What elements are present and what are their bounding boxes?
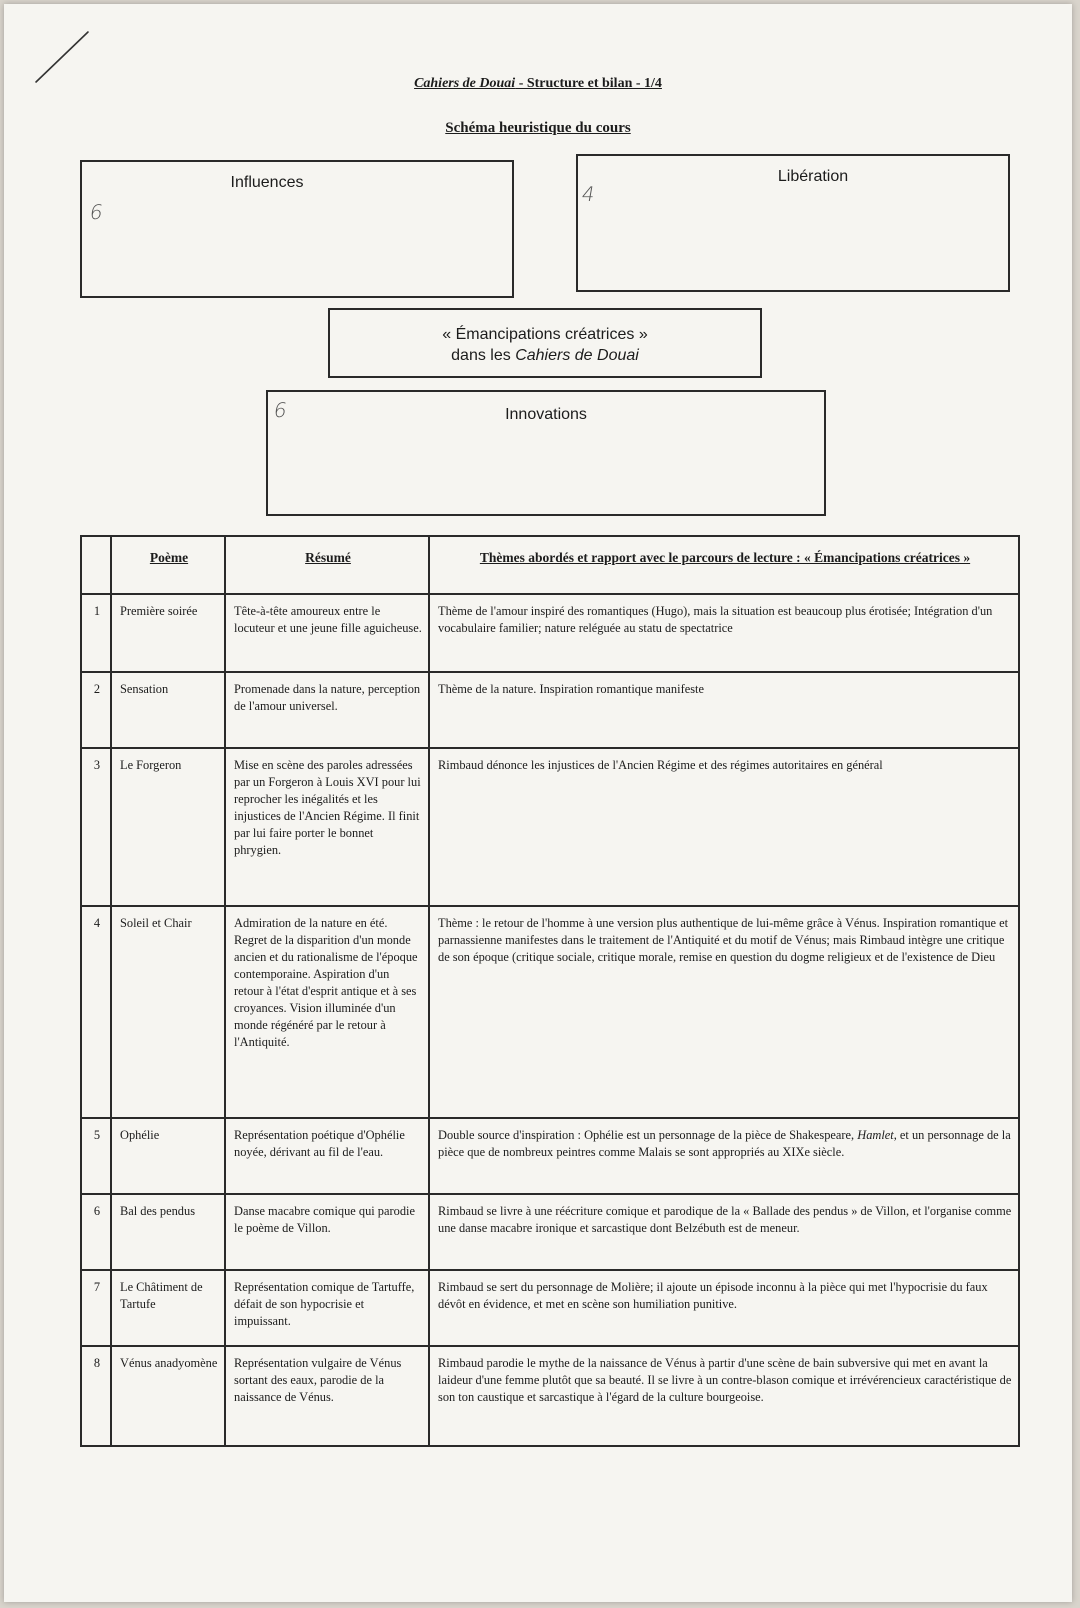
liberation-handwritten-note: 4 <box>579 182 597 206</box>
row-poem: Le Châtiment de Tartufe <box>111 1270 225 1346</box>
row-themes: Rimbaud parodie le mythe de la naissance de Vénus à partir d'une scène de bain subversive qui met en avant la laideur d'une femme plutôt que sa beauté. Il se livre à un contre-blason comique et irrévérencieux caractéristique de son ton caustique et sarcastique à l'égard de la culture bourgeoise. <box>429 1346 1019 1446</box>
liberation-box <box>576 154 1010 292</box>
document-page <box>4 4 1072 1602</box>
row-number: 5 <box>81 1118 111 1194</box>
table-row <box>81 594 1019 672</box>
row-themes: Thème : le retour de l'homme à une version plus authentique de lui-même grâce à Vénus. Inspiration romantique et parnassienne manifestes dans le traitement de l'Antiquité et du motif de Vénus; mais Rimbaud intègre une critique de son époque (critique sociale, critique morale, remise en question du dogme religieux et de l'existence de Dieu <box>429 906 1019 1118</box>
table-row <box>81 906 1019 1118</box>
row-number: 3 <box>81 748 111 906</box>
liberation-label: Libération <box>777 168 849 185</box>
row-number: 7 <box>81 1270 111 1346</box>
row-number: 4 <box>81 906 111 1118</box>
row-summary: Mise en scène des paroles adressées par un Forgeron à Louis XVI pour lui reprocher les inégalités et les injustices de l'Ancien Régime. Il finit par lui faire porter le bonnet phrygien. <box>225 748 429 906</box>
row-themes: Rimbaud dénonce les injustices de l'Ancien Régime et des régimes autoritaires en général <box>429 748 1019 906</box>
row-number: 1 <box>81 594 111 672</box>
row-number: 2 <box>81 672 111 748</box>
row-summary: Représentation poétique d'Ophélie noyée, dérivant au fil de l'eau. <box>225 1118 429 1194</box>
table-header-row <box>81 536 1019 594</box>
header-themes: Thèmes abordés et rapport avec le parcours de lecture : « Émancipations créatrices » <box>429 536 1019 594</box>
central-theme-box <box>328 308 762 378</box>
row-poem: Soleil et Chair <box>111 906 225 1118</box>
table-row <box>81 1118 1019 1194</box>
row-summary: Représentation comique de Tartuffe, défait de son hypocrisie et impuissant. <box>225 1270 429 1346</box>
row-poem: Le Forgeron <box>111 748 225 906</box>
row-summary: Représentation vulgaire de Vénus sortant des eaux, parodie de la naissance de Vénus. <box>225 1346 429 1446</box>
influences-label: Influences <box>230 174 304 191</box>
table-row <box>81 1270 1019 1346</box>
row-summary: Tête-à-tête amoureux entre le locuteur et une jeune fille aguicheuse. <box>225 594 429 672</box>
poems-table <box>80 535 1020 1447</box>
row-summary: Promenade dans la nature, perception de l'amour universel. <box>225 672 429 748</box>
table-row <box>81 748 1019 906</box>
table-row <box>81 1346 1019 1446</box>
row-poem: Première soirée <box>111 594 225 672</box>
row-number: 8 <box>81 1346 111 1446</box>
page-subtitle: Schéma heuristique du cours <box>445 120 631 136</box>
innovations-label: Innovations <box>505 406 587 423</box>
innovations-box <box>266 390 826 516</box>
header-poem: Poème <box>111 536 225 594</box>
table-row <box>81 672 1019 748</box>
header-summary: Résumé <box>225 536 429 594</box>
table-row <box>81 1194 1019 1270</box>
row-summary: Danse macabre comique qui parodie le poème de Villon. <box>225 1194 429 1270</box>
row-themes: Thème de l'amour inspiré des romantiques (Hugo), mais la situation est beaucoup plus érotisée; Intégration d'un vocabulaire familier; nature reléguée au statu de spectatrice <box>429 594 1019 672</box>
row-number: 6 <box>81 1194 111 1270</box>
row-poem: Ophélie <box>111 1118 225 1194</box>
row-themes: Double source d'inspiration : Ophélie est un personnage de la pièce de Shakespeare, Hamlet, et un personnage de la pièce que de nombreux peintres comme Malais se sont appropriés au XIXe siècle. <box>429 1118 1019 1194</box>
innovations-handwritten-note: 6 <box>271 398 289 422</box>
header-number <box>81 536 111 594</box>
row-themes: Rimbaud se sert du personnage de Molière; il ajoute un épisode inconnu à la pièce qui met l'hypocrisie du faux dévôt en évidence, et met en scène son humiliation punitive. <box>429 1270 1019 1346</box>
row-themes: Rimbaud se livre à une réécriture comique et parodique de la « Ballade des pendus » de Villon, et l'organise comme une danse macabre ironique et sarcastique dont Belzébuth est de meneur. <box>429 1194 1019 1270</box>
row-summary: Admiration de la nature en été. Regret de la disparition d'un monde ancien et du rationalisme de l'époque contemporaine. Aspiration d'un retour à l'état d'esprit antique et à ses croyances. Vision illuminée d'un monde régénéré par le retour à l'Antiquité. <box>225 906 429 1118</box>
row-themes: Thème de la nature. Inspiration romantique manifeste <box>429 672 1019 748</box>
influences-box <box>80 160 514 298</box>
central-theme-label: « Émancipations créatrices » dans les Cahiers de Douai <box>442 326 648 364</box>
influences-handwritten-note: 6 <box>87 200 105 224</box>
row-poem: Vénus anadyomène <box>111 1346 225 1446</box>
row-poem: Sensation <box>111 672 225 748</box>
row-poem: Bal des pendus <box>111 1194 225 1270</box>
page-title: Cahiers de Douai - Structure et bilan - 1/4 <box>414 76 662 91</box>
